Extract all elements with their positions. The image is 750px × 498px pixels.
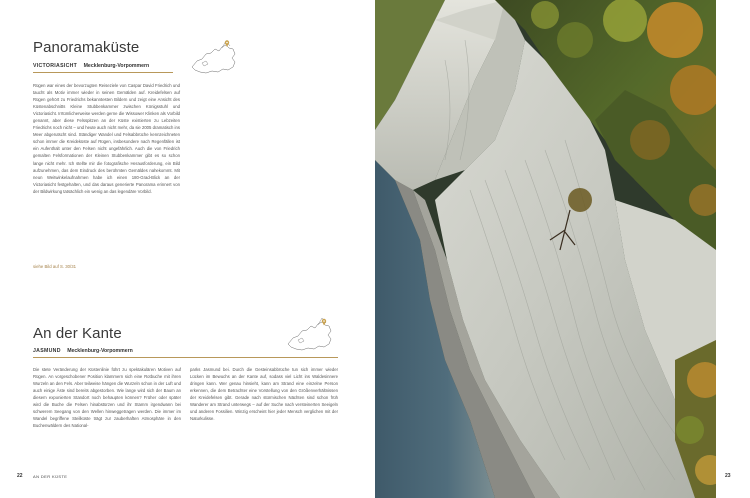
section-title-panoramakueste: Panoramaküste [33, 39, 140, 56]
section-title-an-der-kante: An der Kante [33, 325, 122, 342]
subhead-region: Mecklenburg-Vorpommern [83, 63, 150, 69]
region-map-icon [188, 39, 240, 79]
subhead-place: JASMUND [33, 348, 61, 354]
see-also-reference: siehe Bild auf S. 30/31 [33, 264, 76, 269]
section-subhead [33, 348, 338, 358]
subhead-place: VICTORIASICHT [33, 63, 78, 69]
section-body-column-2: parks Jasmund bei. Durch die Gesteinsabbrüche tun sich immer wieder Lücken im Bewuchs an der Kante auf, sodass viel Licht ins Waldesinnere dringen kann. Wer genau hinsieht, kann am Strand eine einzelne Person erkennen, die dem Betrachter eine Vorstellung von den Größenverhältnissen der Kreidefelsen gibt. Gerade nach stürmischen Nächten sind schon früh Wanderer am Strand unterwegs – auf der Suche nach versteinerten Seeigeln und anderen Fossilien. Winzig erscheint hier jeder Mensch verglichen mit der Naturkulisse. [190, 367, 338, 422]
page-number-left: 22 [17, 473, 23, 479]
location-pin-icon [225, 40, 229, 47]
chalk-cliff-image [375, 0, 716, 498]
section-body-text: Rügen war eines der bevorzugten Reiseziele von Caspar David Friedrich und taucht als Motiv immer wieder in seinen Gemälden auf. Kreidefelsen auf Rügen gehört zu Friedrichs bekanntesten Bildern und zeigt eine Ansicht des Küstenabschnitts Kleine Stubbenkammer zwischen Königsstuhl und Victoriasicht. Irrtümlicherweise werden gerne die Wissower Klinken als Vorbild genannt, aber diese Felsspitzen an der Küste existierten zu Lebzeiten Friedrichs noch nicht – und heute auch nicht mehr, da sie 2005 dramatisch ins Meer abgerutscht sind. Ständiger Wandel und Felsabbrüche kennzeichneten schon immer die Kreideküste auf Rügen, insbesondere nach Regenfällen ist ein Aufenthalt unter den Felsen nicht ungefährlich. Auch die von Friedrich gemalten Felsformationen der Kleinen Stubbenkammer gibt es so schon lange nicht mehr. Ich stellte mir die fotografische Herausforderung, ein Bild aufzunehmen, das dem Eindruck des berühmten Gemäldes nahekommt. Mit neun Weitwinkelaufnahmen habe ich einen 180-Grad-Blick an der Victoriasicht festgehalten, und das daraus generierte Panorama erinnert von der Bildwirkung tatsächlich ein wenig an das legendäre Vorbild. [33, 83, 180, 194]
page-number-right: 23 [725, 473, 731, 479]
cliff-photo [375, 0, 716, 498]
section-subhead [33, 63, 173, 73]
section-body-column-1: Die stete Veränderung der Küstenlinie führt zu spektakulären Motiven auf Rügen. An vorgeschobener Position klammern sich eine Rotbuche mit ihren Wurzeln an den Fels. Aber teilweise hängen die Wurzeln schon in der Luft und auch einige Äste sind bereits abgestorben. Wie lange wird sich der Baum an diesem exponierten Standort noch behaupten können? Früher oder später wird die Buche die Felsen hinabstürzen und ihr Stamm irgendwann bei schwerem Seegang von den Wellen hinweggetragen werden. Die immer im Wandel begriffene Steilküste trägt zur zauberhaften Atmosphäre in den Buchenwäldern des National- [33, 367, 181, 429]
subhead-region: Mecklenburg-Vorpommern [67, 348, 133, 354]
running-head: AN DER KÜSTE [33, 474, 68, 479]
location-pin-icon [322, 319, 326, 326]
